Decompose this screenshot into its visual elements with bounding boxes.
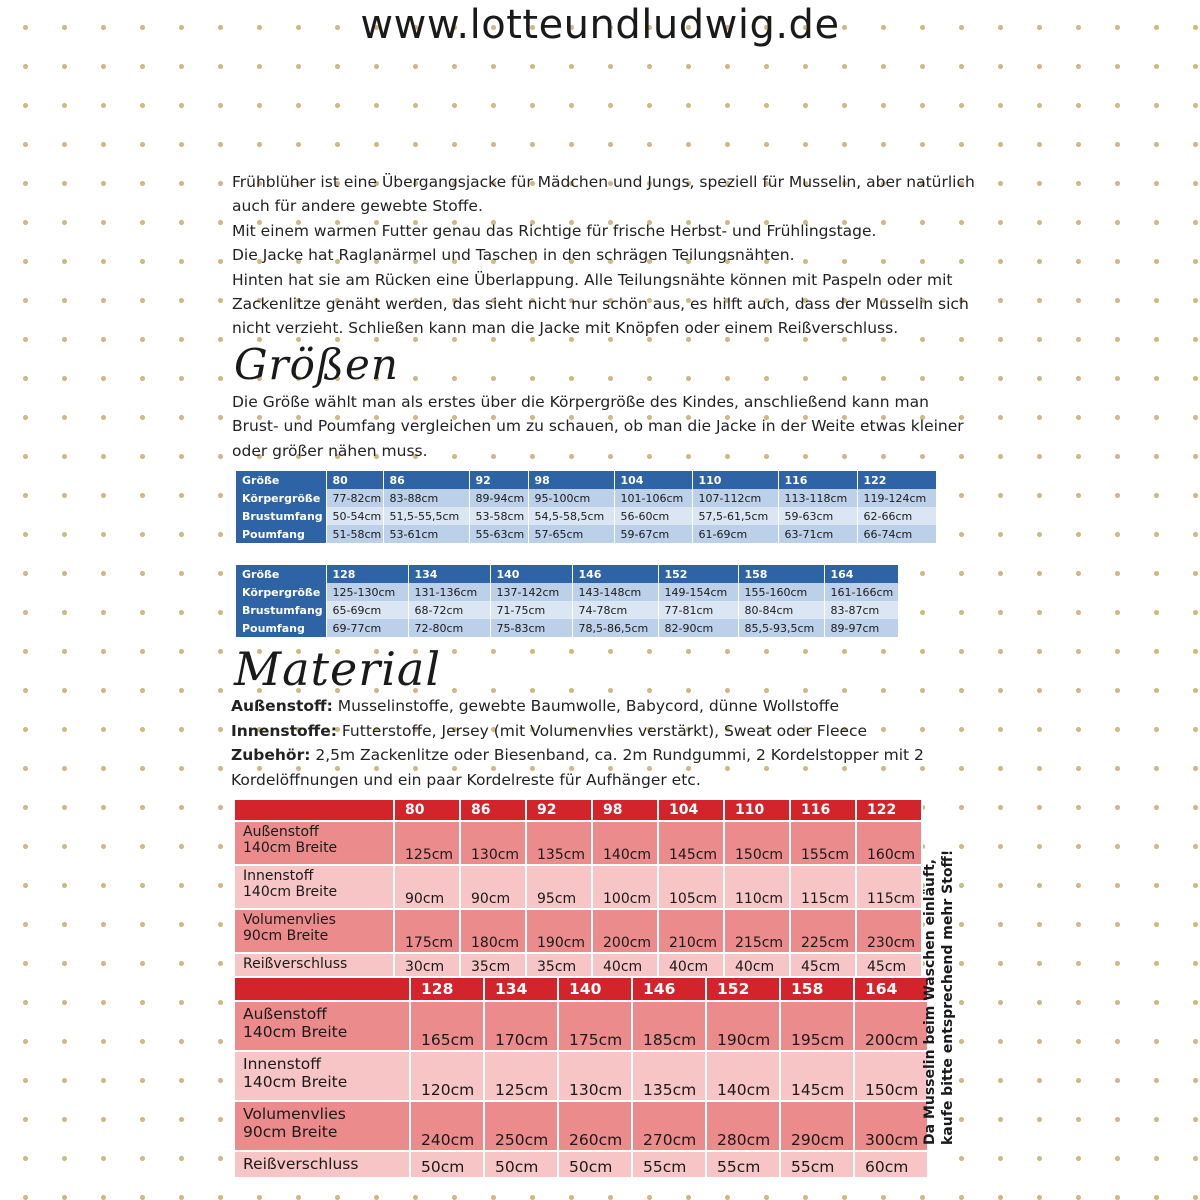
row-label-name: Reißverschluss (243, 1155, 359, 1173)
table-row (236, 525, 936, 543)
table-cell: 190cm (706, 1001, 780, 1051)
shrinkage-note-line: Da Musselin beim Waschen einläuft, (922, 858, 938, 1145)
table-cell: 62-66cm (857, 507, 936, 525)
material-label: Innenstoffe: (231, 721, 337, 740)
table-cell: 210cm (658, 909, 724, 953)
material-label: Zubehör: (231, 746, 311, 765)
row-label (234, 1001, 410, 1051)
shrinkage-note (921, 850, 957, 1145)
size-column-header: 92 (469, 471, 528, 489)
material-label: Außenstoff: (231, 697, 333, 715)
size-column-header: 128 (410, 977, 484, 1001)
table-cell: 125cm (394, 821, 460, 865)
table-cell: 59-67cm (614, 525, 692, 543)
table-cell: 50cm (558, 1151, 632, 1178)
table-cell: 68-72cm (408, 601, 490, 619)
size-column-header: 134 (408, 565, 490, 583)
sizes-intro-text (232, 390, 972, 463)
table-cell: 260cm (558, 1101, 632, 1151)
row-label: Körpergröße (236, 489, 326, 507)
table-cell: 56-60cm (614, 507, 692, 525)
row-label-width: 140cm Breite (243, 840, 338, 856)
size-column-header: 146 (572, 565, 658, 583)
row-label-name: Reißverschluss (243, 956, 348, 972)
fabric-header-row (234, 977, 928, 1001)
fabric-table-large (233, 976, 929, 1179)
table-row (234, 1051, 928, 1101)
size-column-header: 110 (724, 799, 790, 821)
intro-line: nicht verzieht. Schließen kann man die Jacke mit Knöpfen oder einem Reißverschluss. (232, 319, 899, 338)
row-label-width: 90cm Breite (243, 1123, 338, 1141)
intro-line: Die Jacke hat Raglanärmel und Taschen in den schrägen Teilungsnähten. (232, 246, 795, 265)
row-label-name: Außenstoff (243, 1005, 327, 1023)
table-cell: 195cm (780, 1001, 854, 1051)
table-cell: 145cm (658, 821, 724, 865)
table-cell: 95-100cm (528, 489, 614, 507)
table-cell: 40cm (592, 953, 658, 977)
size-table-small (236, 471, 937, 543)
table-cell: 280cm (706, 1101, 780, 1151)
size-column-header: 128 (326, 565, 408, 583)
table-cell: 180cm (460, 909, 526, 953)
table-cell: 35cm (526, 953, 592, 977)
table-cell: 140cm (592, 821, 658, 865)
size-column-header: 140 (558, 977, 632, 1001)
table-cell: 57-65cm (528, 525, 614, 543)
table-cell: 175cm (394, 909, 460, 953)
table-cell: 107-112cm (692, 489, 778, 507)
size-column-header: 158 (738, 565, 824, 583)
table-cell: 53-58cm (469, 507, 528, 525)
table-cell: 135cm (632, 1051, 706, 1101)
row-label (234, 865, 394, 909)
size-corner-label: Größe (236, 471, 326, 489)
size-column-header: 164 (854, 977, 928, 1001)
size-column-header: 158 (780, 977, 854, 1001)
size-column-header: 104 (614, 471, 692, 489)
table-cell: 89-97cm (824, 619, 898, 637)
table-cell: 149-154cm (658, 583, 738, 601)
table-cell: 55cm (632, 1151, 706, 1178)
table-cell: 83-88cm (383, 489, 469, 507)
fabric-table-small (233, 798, 923, 978)
sizes-intro-line: Brust- und Poumfang vergleichen um zu schauen, ob man die Jacke in der Weite etwas kleiner (232, 417, 964, 436)
size-column-header: 98 (528, 471, 614, 489)
size-column-header: 86 (460, 799, 526, 821)
row-label-name: Außenstoff (243, 824, 319, 840)
fabric-corner (234, 977, 410, 1001)
table-cell: 225cm (790, 909, 856, 953)
row-label (234, 953, 394, 977)
table-cell: 115cm (856, 865, 922, 909)
table-cell: 175cm (558, 1001, 632, 1051)
table-cell: 30cm (394, 953, 460, 977)
row-label (234, 909, 394, 953)
row-label: Poumfang (236, 619, 326, 637)
size-column-header: 146 (632, 977, 706, 1001)
row-label-name: Innenstoff (243, 1055, 321, 1073)
table-cell: 60cm (854, 1151, 928, 1178)
material-line-aussen (231, 694, 991, 719)
material-line-zubehoer-cont: Kordelöffnungen und ein paar Kordelreste für Aufhänger etc. (231, 770, 701, 789)
table-cell: 165cm (410, 1001, 484, 1051)
material-line-zubehoer (231, 743, 991, 768)
table-row (234, 821, 922, 865)
table-cell: 40cm (724, 953, 790, 977)
table-cell: 45cm (790, 953, 856, 977)
row-label-width: 90cm Breite (243, 928, 329, 944)
size-column-header: 80 (326, 471, 383, 489)
table-cell: 215cm (724, 909, 790, 953)
table-row (234, 1001, 928, 1051)
table-cell: 137-142cm (490, 583, 572, 601)
table-cell: 140cm (706, 1051, 780, 1101)
table-cell: 90cm (394, 865, 460, 909)
row-label-name: Innenstoff (243, 868, 314, 884)
table-cell: 120cm (410, 1051, 484, 1101)
table-cell: 161-166cm (824, 583, 898, 601)
size-column-header: 104 (658, 799, 724, 821)
table-cell: 66-74cm (857, 525, 936, 543)
material-line-innen (231, 719, 991, 744)
size-column-header: 152 (658, 565, 738, 583)
table-cell: 130cm (460, 821, 526, 865)
table-cell: 110cm (724, 865, 790, 909)
size-column-header: 122 (856, 799, 922, 821)
size-column-header: 152 (706, 977, 780, 1001)
table-cell: 105cm (658, 865, 724, 909)
material-list (231, 694, 991, 792)
fabric-corner (234, 799, 394, 821)
table-cell: 135cm (526, 821, 592, 865)
row-label (234, 1101, 410, 1151)
row-label (234, 821, 394, 865)
table-row (236, 583, 898, 601)
intro-line: auch für andere gewebte Stoffe. (232, 197, 483, 216)
table-cell: 200cm (854, 1001, 928, 1051)
row-label-width: 140cm Breite (243, 1073, 348, 1091)
table-cell: 113-118cm (778, 489, 857, 507)
size-column-header: 134 (484, 977, 558, 1001)
table-cell: 290cm (780, 1101, 854, 1151)
table-cell: 115cm (790, 865, 856, 909)
table-cell: 72-80cm (408, 619, 490, 637)
table-cell: 78,5-86,5cm (572, 619, 658, 637)
size-column-header: 80 (394, 799, 460, 821)
table-cell: 50cm (484, 1151, 558, 1178)
table-cell: 131-136cm (408, 583, 490, 601)
size-column-header: 164 (824, 565, 898, 583)
table-cell: 45cm (856, 953, 922, 977)
table-cell: 59-63cm (778, 507, 857, 525)
size-column-header: 86 (383, 471, 469, 489)
table-cell: 69-77cm (326, 619, 408, 637)
table-cell: 55cm (706, 1151, 780, 1178)
table-cell: 89-94cm (469, 489, 528, 507)
table-cell: 53-61cm (383, 525, 469, 543)
sizes-heading: Größen (234, 340, 399, 389)
table-cell: 77-81cm (658, 601, 738, 619)
table-cell: 125-130cm (326, 583, 408, 601)
table-cell: 145cm (780, 1051, 854, 1101)
table-cell: 125cm (484, 1051, 558, 1101)
row-label-name: Volumenvlies (243, 1105, 346, 1123)
row-label: Poumfang (236, 525, 326, 543)
table-row (236, 601, 898, 619)
row-label-width: 140cm Breite (243, 884, 338, 900)
table-cell: 83-87cm (824, 601, 898, 619)
size-corner-label: Größe (236, 565, 326, 583)
table-row (234, 909, 922, 953)
table-cell: 51-58cm (326, 525, 383, 543)
table-cell: 35cm (460, 953, 526, 977)
table-cell: 185cm (632, 1001, 706, 1051)
table-row (234, 1151, 928, 1178)
material-text: Futterstoffe, Jersey (mit Volumenvlies verstärkt), Sweat oder Fleece (336, 721, 868, 740)
table-cell: 143-148cm (572, 583, 658, 601)
size-column-header: 98 (592, 799, 658, 821)
table-cell: 155cm (790, 821, 856, 865)
table-cell: 155-160cm (738, 583, 824, 601)
table-cell: 85,5-93,5cm (738, 619, 824, 637)
table-cell: 75-83cm (490, 619, 572, 637)
table-cell: 74-78cm (572, 601, 658, 619)
table-cell: 170cm (484, 1001, 558, 1051)
size-column-header: 110 (692, 471, 778, 489)
row-label (234, 1151, 410, 1178)
size-column-header: 92 (526, 799, 592, 821)
material-text: 2,5m Zackenlitze oder Biesenband, ca. 2m Rundgummi, 2 Kordelstopper mit 2 (310, 746, 924, 765)
intro-line: Mit einem warmen Futter genau das Richtige für frische Herbst- und Frühlingstage. (232, 221, 877, 240)
table-cell: 82-90cm (658, 619, 738, 637)
table-cell: 150cm (724, 821, 790, 865)
table-row (234, 865, 922, 909)
table-cell: 240cm (410, 1101, 484, 1151)
table-cell: 130cm (558, 1051, 632, 1101)
intro-line: Zackenlitze genäht werden, das sieht nicht nur schön aus, es hilft auch, dass der Musselin sich (232, 295, 969, 314)
fabric-header-row (234, 799, 922, 821)
size-table-large (236, 565, 899, 637)
material-heading: Material (234, 642, 442, 696)
table-cell: 71-75cm (490, 601, 572, 619)
table-cell: 101-106cm (614, 489, 692, 507)
row-label-name: Volumenvlies (243, 912, 336, 928)
size-column-header: 140 (490, 565, 572, 583)
row-label-width: 140cm Breite (243, 1023, 348, 1041)
row-label: Brustumfang (236, 601, 326, 619)
row-label: Brustumfang (236, 507, 326, 525)
table-cell: 95cm (526, 865, 592, 909)
intro-text (232, 170, 992, 341)
table-cell: 270cm (632, 1101, 706, 1151)
table-cell: 80-84cm (738, 601, 824, 619)
table-cell: 160cm (856, 821, 922, 865)
material-text: Musselinstoffe, gewebte Baumwolle, Babycord, dünne Wollstoffe (332, 697, 839, 715)
table-cell: 200cm (592, 909, 658, 953)
table-cell: 57,5-61,5cm (692, 507, 778, 525)
table-cell: 51,5-55,5cm (383, 507, 469, 525)
size-column-header: 116 (790, 799, 856, 821)
table-row (234, 1101, 928, 1151)
table-cell: 61-69cm (692, 525, 778, 543)
table-cell: 119-124cm (857, 489, 936, 507)
sizes-intro-line: Die Größe wählt man als erstes über die Körpergröße des Kindes, anschließend kann man (232, 393, 929, 411)
table-cell: 55cm (780, 1151, 854, 1178)
table-cell: 300cm (854, 1101, 928, 1151)
table-row (234, 953, 922, 977)
table-cell: 77-82cm (326, 489, 383, 507)
table-row (236, 507, 936, 525)
shrinkage-note-line: kaufe bitte entsprechend mehr Stoff! (940, 849, 956, 1145)
row-label: Körpergröße (236, 583, 326, 601)
row-label (234, 1051, 410, 1101)
table-cell: 63-71cm (778, 525, 857, 543)
intro-line: Hinten hat sie am Rücken eine Überlappung. Alle Teilungsnähte können mit Paspeln oder mit (232, 270, 953, 289)
table-cell: 55-63cm (469, 525, 528, 543)
sizes-intro-line: oder größer nähen muss. (232, 441, 428, 460)
size-column-header: 116 (778, 471, 857, 489)
table-cell: 190cm (526, 909, 592, 953)
table-row (236, 619, 898, 637)
table-cell: 54,5-58,5cm (528, 507, 614, 525)
table-cell: 150cm (854, 1051, 928, 1101)
size-column-header: 122 (857, 471, 936, 489)
table-row (236, 489, 936, 507)
table-cell: 50-54cm (326, 507, 383, 525)
table-cell: 230cm (856, 909, 922, 953)
size-header-row (236, 471, 936, 489)
table-cell: 40cm (658, 953, 724, 977)
table-cell: 50cm (410, 1151, 484, 1178)
site-url: www.lotteundludwig.de (360, 2, 840, 48)
intro-line: Frühblüher ist eine Übergangsjacke für Mädchen und Jungs, speziell für Musselin, aber natürlich (232, 173, 975, 191)
size-header-row (236, 565, 898, 583)
table-cell: 90cm (460, 865, 526, 909)
table-cell: 250cm (484, 1101, 558, 1151)
table-cell: 100cm (592, 865, 658, 909)
table-cell: 65-69cm (326, 601, 408, 619)
